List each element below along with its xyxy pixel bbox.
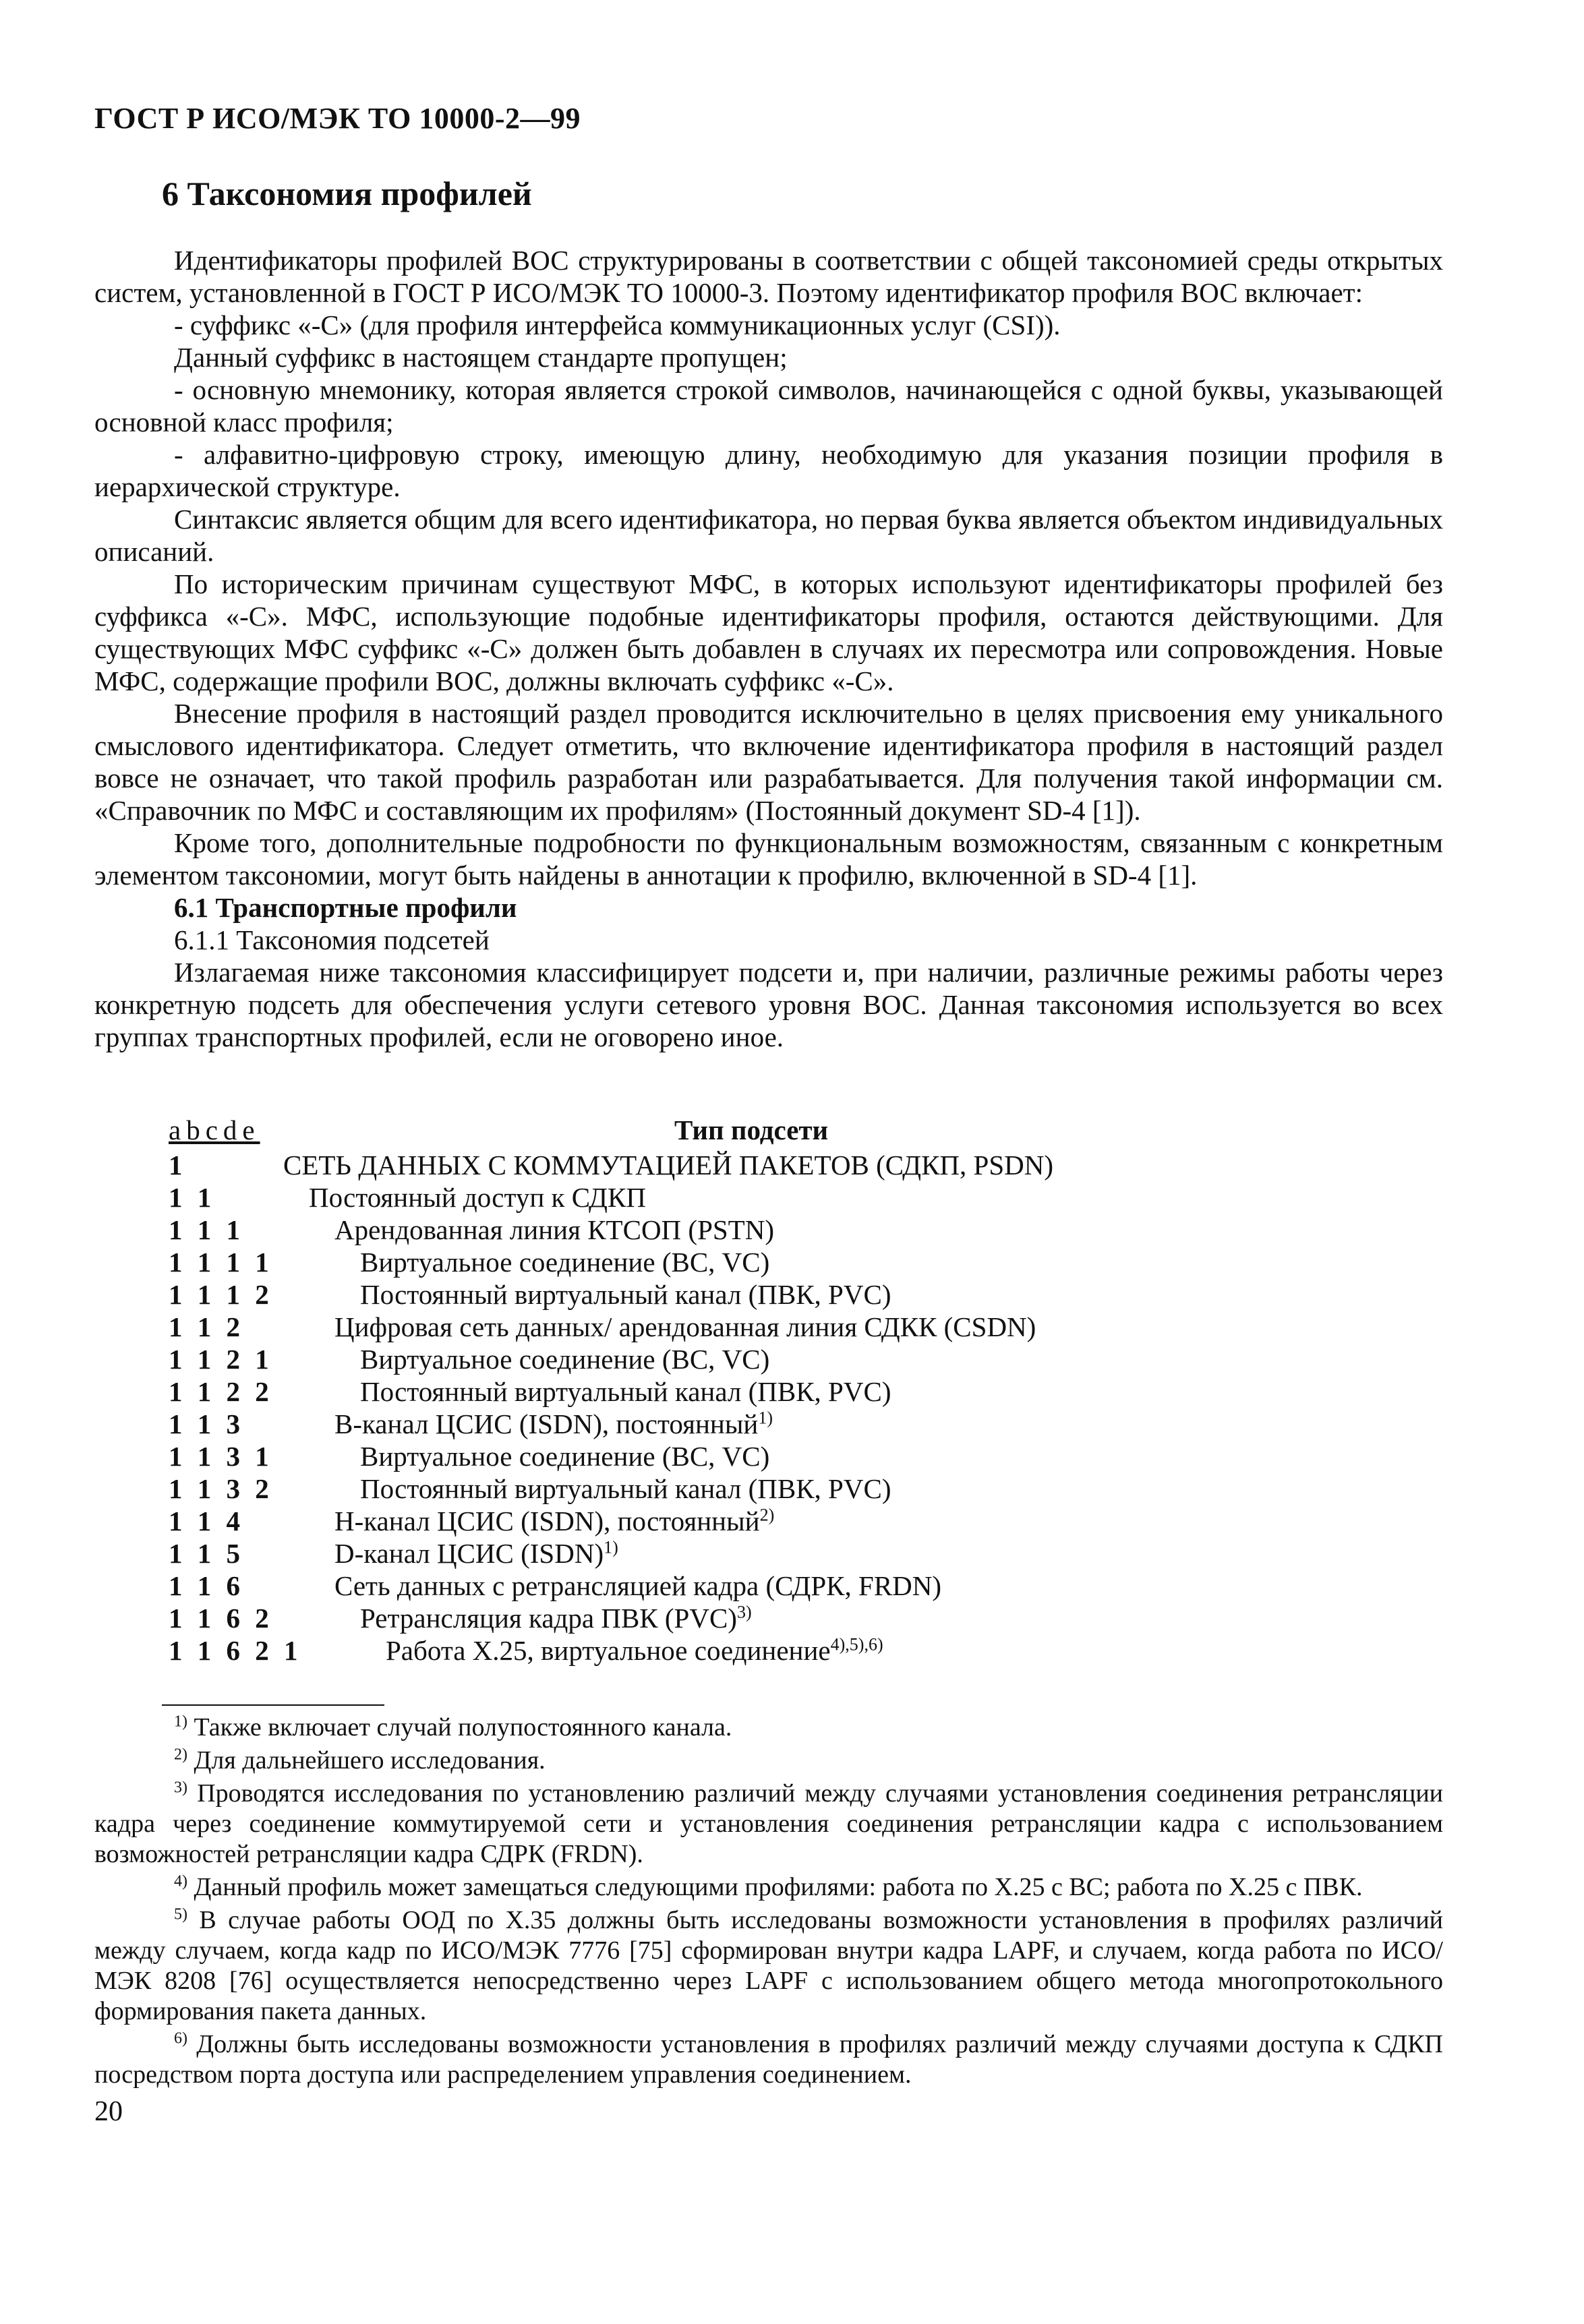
taxonomy-code: 1 1 2 2: [169, 1376, 273, 1407]
footnote-mark: 2): [174, 1746, 187, 1764]
taxonomy-label: Виртуальное соединение (ВС, VC): [360, 1247, 770, 1278]
taxonomy-label: Арендованная линия КТСОП (PSTN): [334, 1214, 774, 1245]
taxonomy-code: 1 1 6 2: [169, 1603, 273, 1634]
taxonomy-title: Тип подсети: [674, 1114, 829, 1145]
taxonomy-row: [162, 1343, 1443, 1375]
taxonomy-row: [162, 1472, 1443, 1505]
taxonomy-label: Н-канал ЦСИС (ISDN), постоянный$^{2)}$: [334, 1505, 775, 1537]
taxonomy-row: [162, 1408, 1443, 1440]
paragraph: - основную мнемонику, которая является строкой символов, начинающейся с одной буквы, указывающей основной класс профиля;: [94, 374, 1443, 438]
footnote: [94, 2029, 1443, 2090]
paragraph: - алфавитно-цифровую строку, имеющую длину, необходимую для указания позиции профиля в иерархической структуре.: [94, 439, 1443, 502]
taxonomy-code: 1 1 1 1: [169, 1247, 273, 1278]
subnet-taxonomy-table: [162, 1114, 1443, 1667]
taxonomy-label: Постоянный виртуальный канал (ПВК, PVC): [360, 1473, 891, 1504]
footnote: [94, 1779, 1443, 1870]
taxonomy-row: [162, 1440, 1443, 1472]
footnote-mark: 5): [174, 1905, 187, 1924]
section-title: 6 Таксономия профилей: [162, 175, 532, 212]
taxonomy-row: [162, 1537, 1443, 1570]
paragraph: По историческим причинам существуют МФС, в которых используют идентификаторы профилей без суффикса «-С». МФС, использующие подобные идентификаторы профиля, остаются действующими. Для существующих МФС суффикс «-С» должен быть добавлен в случаях их пересмотра или сопровождения. Новые МФС, содержащие профили ВОС, должны включать суффикс «-С».: [94, 568, 1443, 696]
footnote-text: Для дальнейшего исследования.: [187, 1746, 546, 1775]
footnote-text: Также включает случай полупостоянного канала.: [187, 1713, 732, 1741]
taxonomy-code: 1 1 6: [169, 1570, 244, 1601]
paragraph: Кроме того, дополнительные подробности по функциональным возможностям, связанным с конкретным элементом таксономии, могут быть найдены в аннотации к профилю, включенной в SD-4 [1].: [94, 827, 1443, 891]
taxonomy-code: 1 1 4: [169, 1506, 244, 1537]
footnote-reference: 1): [758, 1408, 773, 1428]
taxonomy-row: [162, 1214, 1443, 1246]
paragraph: Данный суффикс в настоящем стандарте пропущен;: [174, 342, 788, 373]
footnote-text: Данный профиль может замещаться следующими профилями: работа по Х.25 с ВС; работа по Х.25 с ПВК.: [187, 1873, 1363, 1901]
taxonomy-code: 1 1 3: [169, 1408, 244, 1439]
paragraph: Внесение профиля в настоящий раздел проводится исключительно в целях присвоения ему уникального смыслового идентификатора. Следует отметить, что включение идентификатора профиля в настоящий раздел вовсе не означает, что такой профиль разработан или разрабатывается. Для получения такой информации см. «Справочник по МФС и составляющим их профилям» (Постоянный документ SD-4 [1]).: [94, 698, 1443, 826]
taxonomy-code: 1 1 1 2: [169, 1279, 273, 1310]
taxonomy-row: [162, 1634, 1443, 1667]
document-header: ГОСТ Р ИСО/МЭК ТО 10000-2—99: [94, 102, 581, 135]
taxonomy-label: СЕТЬ ДАННЫХ С КОММУТАЦИЕЙ ПАКЕТОВ (СДКП, PSDN): [283, 1150, 1054, 1181]
taxonomy-row: [162, 1278, 1443, 1311]
taxonomy-header: [162, 1114, 1443, 1149]
footnote: [94, 1872, 1443, 1903]
taxonomy-label: Постоянный доступ к СДКП: [309, 1182, 646, 1213]
footnote-mark: 3): [174, 1779, 187, 1797]
footnote-reference: 4),5),6): [830, 1634, 883, 1655]
taxonomy-row: [162, 1505, 1443, 1537]
taxonomy-label: В-канал ЦСИС (ISDN), постоянный$^{1)}$: [334, 1408, 773, 1439]
taxonomy-label: Виртуальное соединение (ВС, VC): [360, 1441, 770, 1472]
taxonomy-label: Виртуальное соединение (ВС, VC): [360, 1344, 770, 1375]
taxonomy-label: Цифровая сеть данных/ арендованная линия СДКК (CSDN): [334, 1311, 1036, 1342]
paragraph: Синтаксис является общим для всего идентификатора, но первая буква является объектом индивидуальных описаний.: [94, 504, 1443, 567]
taxonomy-code: 1 1 5: [169, 1538, 244, 1569]
footnote-text: Проводятся исследования по установлению различий между случаями установления соединения ретрансляции кадра через соединение коммутируемой сети и установления соединения ретрансляции кадра с использованием возможностей ретрансляции кадра СДРК (FRDN).: [94, 1779, 1443, 1868]
taxonomy-row: [162, 1602, 1443, 1634]
footnotes: [94, 1712, 1443, 2093]
subsubsection-heading: 6.1.1 Таксономия подсетей: [174, 924, 490, 955]
subsection-heading: 6.1 Транспортные профили: [174, 892, 517, 923]
paragraph: Идентификаторы профилей ВОС структурированы в соответствии с общей таксономией среды открытых систем, установленной в ГОСТ Р ИСО/МЭК ТО 10000-3. Поэтому идентификатор профиля ВОС включает:: [94, 245, 1443, 308]
taxonomy-label: Постоянный виртуальный канал (ПВК, PVC): [360, 1279, 891, 1310]
footnote-text: В случае работы ООД по Х.35 должны быть исследованы возможности установления в профилях различий между случаем, когда кадр по ИСО/МЭК 7776 [75] сформирован внутри кадра LAPF, и случаем, когда работа по ИСО/МЭК 8208 [76] осуществляется непосредственно через LAPF с использованием общего метода многопротокольного формирования пакета данных.: [94, 1906, 1443, 2025]
footnote-reference: 2): [759, 1505, 775, 1525]
taxonomy-label: D-канал ЦСИС (ISDN)$^{1)}$: [334, 1537, 618, 1569]
taxonomy-code: 1 1 6 2 1: [169, 1635, 302, 1666]
taxonomy-rows: [162, 1149, 1443, 1667]
taxonomy-column-letters: abcde: [169, 1114, 260, 1145]
footnote: [94, 1746, 1443, 1776]
paragraph: Излагаемая ниже таксономия классифицирует подсети и, при наличии, различные режимы работы через конкретную подсеть для обеспечения услуги сетевого уровня ВОС. Данная таксономия используется во всех группах транспортных профилей, если не оговорено иное.: [94, 957, 1443, 1052]
taxonomy-label: Постоянный виртуальный канал (ПВК, PVC): [360, 1376, 891, 1407]
taxonomy-code: 1 1 3 2: [169, 1473, 273, 1504]
taxonomy-label: Работа Х.25, виртуальное соединение$^{4),5),6)}$: [386, 1634, 883, 1666]
footnote-mark: 1): [174, 1712, 187, 1731]
body-text: [94, 244, 1443, 1053]
page-number: 20: [94, 2096, 123, 2127]
footnote-mark: 6): [174, 2029, 187, 2048]
taxonomy-row: [162, 1246, 1443, 1278]
taxonomy-code: 1 1 1: [169, 1214, 244, 1245]
footnote: [94, 1905, 1443, 2027]
footnote-reference: 1): [604, 1537, 618, 1557]
taxonomy-code: 1 1: [169, 1182, 216, 1213]
footnote-text: Должны быть исследованы возможности установления в профилях различий между случаями доступа к СДКП посредством порта доступа или распределением управления соединением.: [94, 2030, 1443, 2089]
taxonomy-label: Ретрансляция кадра ПВК (PVC)$^{3)}$: [360, 1602, 752, 1634]
taxonomy-code: 1 1 3 1: [169, 1441, 273, 1472]
taxonomy-row: [162, 1375, 1443, 1408]
taxonomy-code: 1 1 2 1: [169, 1344, 273, 1375]
footnote: [94, 1712, 1443, 1743]
taxonomy-row: [162, 1311, 1443, 1343]
taxonomy-row: [162, 1149, 1443, 1181]
taxonomy-row: [162, 1570, 1443, 1602]
taxonomy-label: Сеть данных с ретрансляцией кадра (СДРК, FRDN): [334, 1570, 942, 1601]
taxonomy-code: 1: [169, 1150, 187, 1181]
footnote-divider: [162, 1704, 384, 1706]
taxonomy-row: [162, 1181, 1443, 1214]
footnote-reference: 3): [736, 1602, 752, 1622]
footnote-mark: 4): [174, 1872, 187, 1890]
taxonomy-code: 1 1 2: [169, 1311, 244, 1342]
paragraph: - суффикс «-С» (для профиля интерфейса коммуникационных услуг (CSI)).: [174, 309, 1061, 340]
